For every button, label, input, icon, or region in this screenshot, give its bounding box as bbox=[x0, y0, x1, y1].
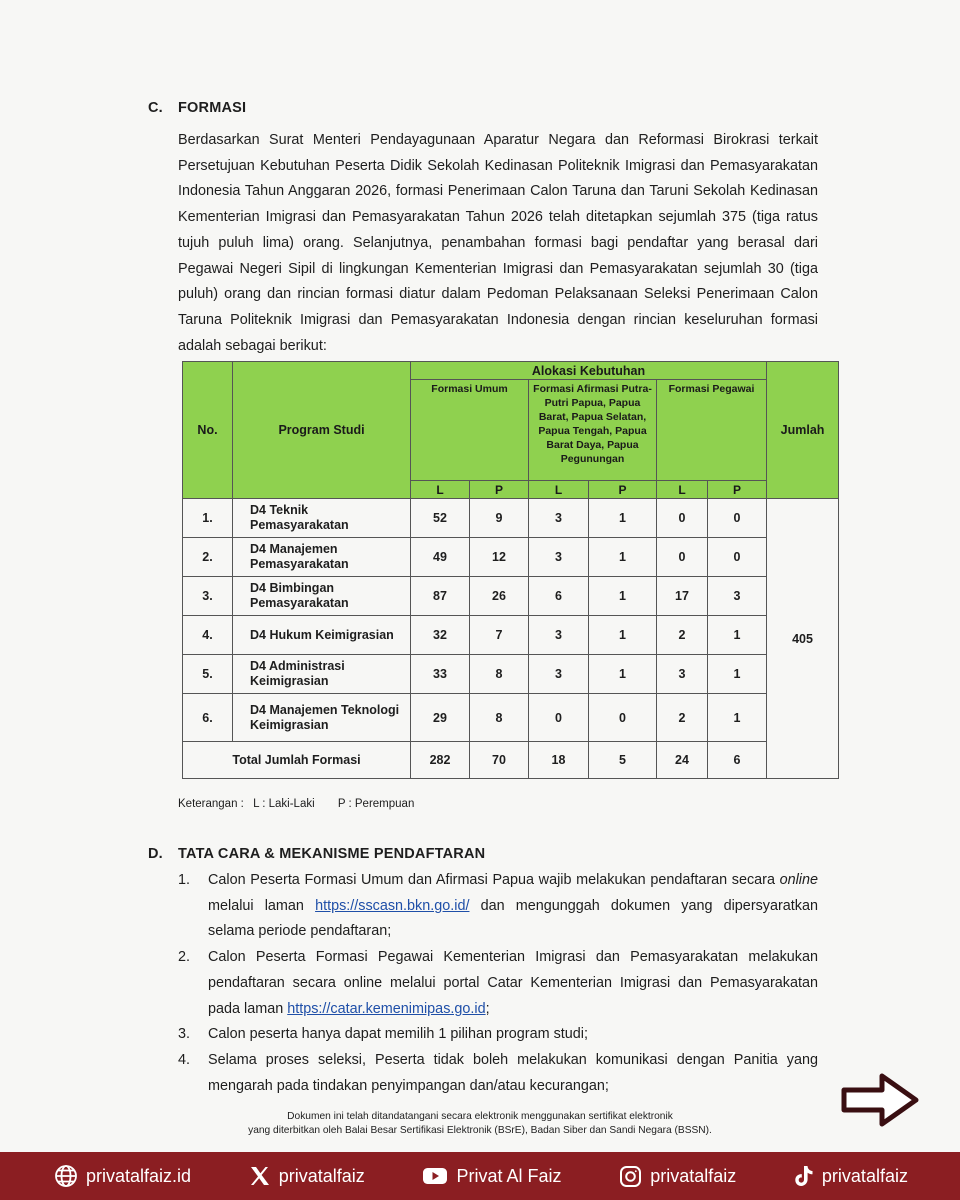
table-row bbox=[183, 616, 839, 655]
list-item: 2. Calon Peserta Formasi Pegawai Kementerian Imigrasi dan Pemasyarakatan melakukan pendaftaran secara online melalui portal Catar Kementerian Imigrasi dan Pemasyarakatan pada laman https://catar.kemenimipas.go.id; bbox=[178, 949, 818, 1017]
cell-afirmasi-p: 1 bbox=[589, 655, 657, 694]
cell-pegawai-p: 1 bbox=[708, 694, 767, 742]
cell-umum-p: 12 bbox=[470, 538, 529, 577]
tiktok-icon bbox=[794, 1165, 814, 1187]
total-afirmasi-l: 18 bbox=[529, 742, 589, 779]
table-row bbox=[183, 577, 839, 616]
row-no: 6. bbox=[183, 694, 233, 742]
table-row bbox=[183, 499, 839, 538]
col-umum-header: Formasi Umum bbox=[411, 380, 529, 481]
total-pegawai-l: 24 bbox=[657, 742, 708, 779]
section-d-heading: D. TATA CARA & MEKANISME PENDAFTARAN bbox=[148, 846, 486, 862]
cell-pegawai-p: 3 bbox=[708, 577, 767, 616]
cell-umum-p: 8 bbox=[470, 655, 529, 694]
cell-umum-l: 33 bbox=[411, 655, 470, 694]
registration-steps-list bbox=[178, 868, 818, 1099]
table-row bbox=[183, 655, 839, 694]
list-item: 3. Calon peserta hanya dapat memilih 1 pilihan program studi; bbox=[178, 1026, 588, 1043]
row-program: D4 Manajemen Teknologi Keimigrasian bbox=[233, 694, 411, 742]
sscasn-link[interactable]: https://sscasn.bkn.go.id/ bbox=[315, 897, 470, 914]
cell-pegawai-p: 1 bbox=[708, 616, 767, 655]
footer-tiktok[interactable]: privatalfaiz bbox=[794, 1165, 908, 1187]
cell-pegawai-l: 2 bbox=[657, 694, 708, 742]
table-row bbox=[183, 694, 839, 742]
cell-umum-l: 32 bbox=[411, 616, 470, 655]
youtube-icon bbox=[422, 1166, 448, 1186]
cell-umum-p: 7 bbox=[470, 616, 529, 655]
cell-afirmasi-l: 0 bbox=[529, 694, 589, 742]
cell-pegawai-l: 3 bbox=[657, 655, 708, 694]
col-no-header: No. bbox=[183, 362, 233, 499]
col-l-header: L bbox=[529, 481, 589, 499]
cell-afirmasi-l: 3 bbox=[529, 538, 589, 577]
cell-pegawai-l: 17 bbox=[657, 577, 708, 616]
section-c-heading: C. FORMASI bbox=[148, 100, 247, 116]
row-no: 5. bbox=[183, 655, 233, 694]
cell-afirmasi-l: 3 bbox=[529, 499, 589, 538]
row-program: D4 Hukum Keimigrasian bbox=[233, 616, 411, 655]
cell-afirmasi-p: 0 bbox=[589, 694, 657, 742]
globe-icon bbox=[54, 1164, 78, 1188]
row-no: 4. bbox=[183, 616, 233, 655]
catar-link[interactable]: https://catar.kemenimipas.go.id bbox=[287, 1000, 486, 1017]
col-l-header: L bbox=[657, 481, 708, 499]
cell-pegawai-p: 0 bbox=[708, 538, 767, 577]
cell-afirmasi-p: 1 bbox=[589, 538, 657, 577]
footer-website[interactable]: privatalfaiz.id bbox=[54, 1164, 191, 1188]
cell-afirmasi-p: 1 bbox=[589, 577, 657, 616]
cell-umum-p: 26 bbox=[470, 577, 529, 616]
social-footer bbox=[0, 1152, 960, 1200]
cell-afirmasi-l: 6 bbox=[529, 577, 589, 616]
cell-umum-p: 9 bbox=[470, 499, 529, 538]
table-row bbox=[183, 538, 839, 577]
footer-youtube[interactable]: Privat Al Faiz bbox=[422, 1166, 561, 1187]
footer-instagram[interactable]: privatalfaiz bbox=[619, 1165, 736, 1188]
cell-jumlah: 405 bbox=[767, 499, 839, 779]
col-p-header: P bbox=[470, 481, 529, 499]
row-program: D4 Manajemen Pemasyarakatan bbox=[233, 538, 411, 577]
e-signature-note: Dokumen ini telah ditandatangani secara elektronik menggunakan sertifikat elektronik yang diterbitkan oleh Balai Besar Sertifikasi Elektronik (BSrE), Badan Siber dan Sandi Negara (BSSN). bbox=[248, 1111, 712, 1136]
cell-umum-l: 49 bbox=[411, 538, 470, 577]
x-logo-icon bbox=[249, 1165, 271, 1187]
cell-afirmasi-p: 1 bbox=[589, 499, 657, 538]
section-c-paragraph: Berdasarkan Surat Menteri Pendayagunaan Aparatur Negara dan Reformasi Birokrasi terkait Persetujuan Kebutuhan Peserta Didik Sekolah Kedinasan Politeknik Imigrasi dan Pemasyarakatan Indonesia Tahun Anggaran 2026, formasi Penerimaan Calon Taruna dan Taruni Sekolah Kedinasan Kementerian Imigrasi dan Pemasyarakatan Tahun 2026 telah ditetapkan sejumlah 375 (tiga ratus tujuh puluh lima) orang. Selanjutnya, penambahan formasi bagi pendaftar yang berasal dari Pegawai Negeri Sipil di lingkungan Kementerian Imigrasi dan Pemasyarakatan sejumlah 30 (tiga puluh) orang dan rincian formasi diatur dalam Pedoman Pelaksanaan Seleksi Penerimaan Calon Taruna Politeknik Imigrasi dan Pemasyarakatan Indonesia dengan rincian keseluruhan formasi adalah sebagai berikut: bbox=[178, 132, 818, 354]
cell-umum-p: 8 bbox=[470, 694, 529, 742]
col-jumlah-header: Jumlah bbox=[767, 362, 839, 499]
row-no: 1. bbox=[183, 499, 233, 538]
row-program: D4 Bimbingan Pemasyarakatan bbox=[233, 577, 411, 616]
cell-umum-l: 52 bbox=[411, 499, 470, 538]
total-umum-l: 282 bbox=[411, 742, 470, 779]
cell-pegawai-p: 0 bbox=[708, 499, 767, 538]
col-program-header: Program Studi bbox=[233, 362, 411, 499]
row-program: D4 Teknik Pemasyarakatan bbox=[233, 499, 411, 538]
col-afirmasi-header: Formasi Afirmasi Putra-Putri Papua, Papua Barat, Papua Selatan, Papua Tengah, Papua Barat Daya, Papua Pegunungan bbox=[529, 380, 657, 481]
cell-pegawai-l: 0 bbox=[657, 538, 708, 577]
total-afirmasi-p: 5 bbox=[589, 742, 657, 779]
keterangan-note: Keterangan : L : Laki-Laki P : Perempuan bbox=[178, 798, 415, 810]
row-program: D4 Administrasi Keimigrasian bbox=[233, 655, 411, 694]
list-item: 1. Calon Peserta Formasi Umum dan Afirmasi Papua wajib melakukan pendaftaran secara online melalui laman https://sscasn.bkn.go.id/ dan mengunggah dokumen yang dipersyaratkan selama periode pendaftaran; bbox=[178, 872, 818, 940]
total-umum-p: 70 bbox=[470, 742, 529, 779]
cell-afirmasi-l: 3 bbox=[529, 655, 589, 694]
footer-x[interactable]: privatalfaiz bbox=[249, 1165, 365, 1187]
cell-pegawai-l: 0 bbox=[657, 499, 708, 538]
cell-pegawai-l: 2 bbox=[657, 616, 708, 655]
col-l-header: L bbox=[411, 481, 470, 499]
row-no: 3. bbox=[183, 577, 233, 616]
total-pegawai-p: 6 bbox=[708, 742, 767, 779]
col-alloc-header: Alokasi Kebutuhan bbox=[411, 362, 767, 380]
instagram-icon bbox=[619, 1165, 642, 1188]
row-no: 2. bbox=[183, 538, 233, 577]
table-total-row bbox=[183, 742, 839, 779]
cell-umum-l: 87 bbox=[411, 577, 470, 616]
formasi-table bbox=[182, 361, 839, 779]
col-p-header: P bbox=[708, 481, 767, 499]
col-p-header: P bbox=[589, 481, 657, 499]
cell-afirmasi-l: 3 bbox=[529, 616, 589, 655]
list-item: 4. Selama proses seleksi, Peserta tidak boleh melakukan komunikasi dengan Panitia yang mengarah pada tindakan penyimpangan dan/atau kecurangan; bbox=[178, 1051, 818, 1094]
col-pegawai-header: Formasi Pegawai bbox=[657, 380, 767, 481]
cell-umum-l: 29 bbox=[411, 694, 470, 742]
next-arrow-icon[interactable] bbox=[838, 1068, 922, 1132]
cell-pegawai-p: 1 bbox=[708, 655, 767, 694]
total-label: Total Jumlah Formasi bbox=[183, 742, 411, 779]
cell-afirmasi-p: 1 bbox=[589, 616, 657, 655]
